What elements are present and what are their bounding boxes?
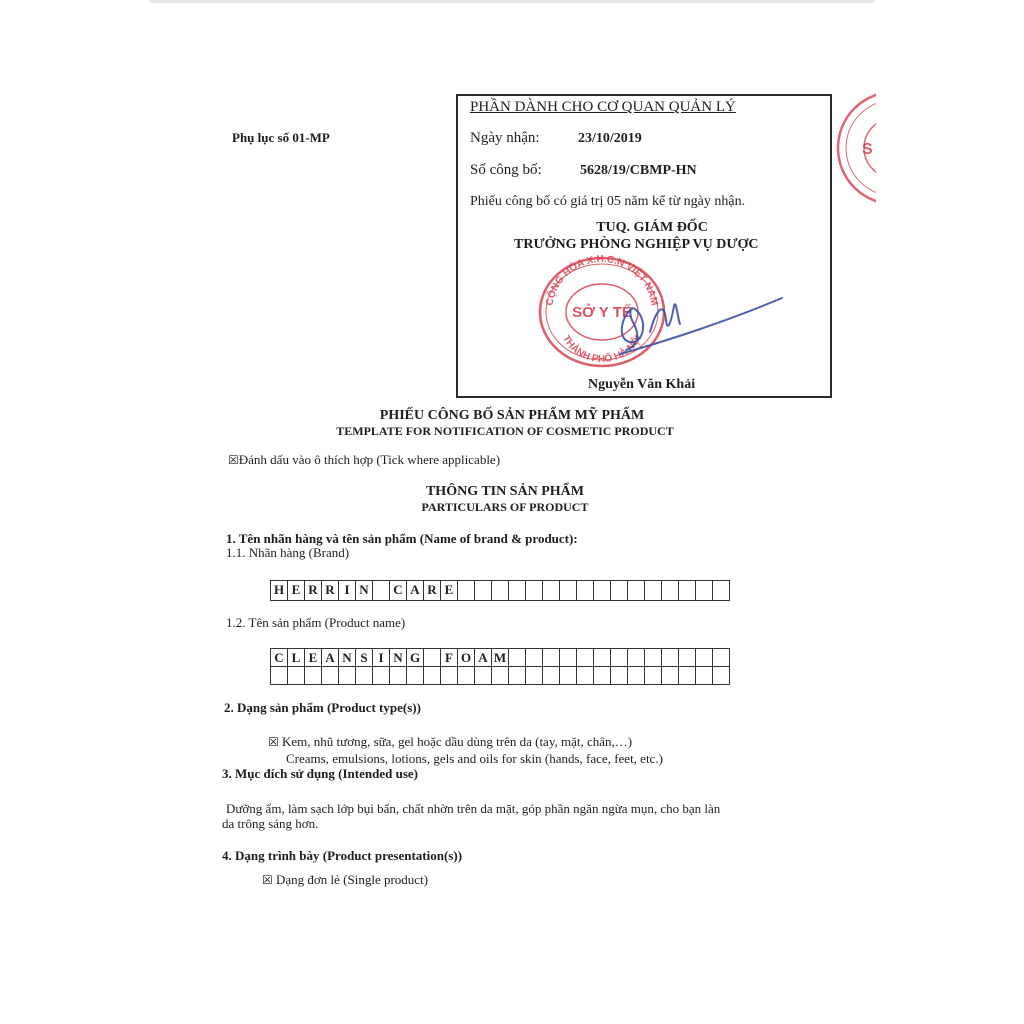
letter-cell [458, 581, 475, 601]
letter-cell [475, 581, 492, 601]
official-box-header: PHẦN DÀNH CHO CƠ QUAN QUẢN LÝ [470, 99, 736, 115]
letter-cell [713, 649, 730, 667]
letter-cell [577, 581, 594, 601]
letter-cell [373, 667, 390, 685]
letter-cell: N [356, 581, 373, 601]
letter-cell [696, 667, 713, 685]
letter-cell: I [339, 581, 356, 601]
section-4-heading: 4. Dạng trình bày (Product presentation(s)) [222, 848, 463, 863]
letter-cell [679, 649, 696, 667]
intended-use-line-1: Dưỡng ẩm, làm sạch lớp bụi bẩn, chất nhờn trên da mặt, góp phần ngăn ngừa mụn, cho bạn làn [226, 801, 721, 816]
letter-cell: R [424, 581, 441, 601]
letter-cell [288, 667, 305, 685]
stamp-ring-bottom-text: THÀNH PHỐ HÀ NỘI [559, 333, 645, 366]
letter-cell: H [271, 581, 288, 601]
letter-cell [645, 667, 662, 685]
letter-cell: N [339, 649, 356, 667]
letter-cell: F [441, 649, 458, 667]
letter-cell: E [441, 581, 458, 601]
letter-cell [679, 581, 696, 601]
letter-cell: E [288, 581, 305, 601]
letter-cell [492, 581, 509, 601]
letter-cell: S [356, 649, 373, 667]
letter-cell [543, 581, 560, 601]
letter-cell [645, 581, 662, 601]
presentation-option [262, 872, 428, 888]
letter-cell [356, 667, 373, 685]
letter-cell [424, 667, 441, 685]
letter-cell [611, 667, 628, 685]
letter-cell: L [288, 649, 305, 667]
letter-cell: I [373, 649, 390, 667]
section-1-heading: 1. Tên nhãn hàng và tên sản phẩm (Name of brand & product): [226, 531, 578, 546]
section-title-en: PARTICULARS OF PRODUCT [421, 500, 589, 514]
letter-cell [679, 667, 696, 685]
checked-box-icon: ☒ [228, 453, 239, 467]
letter-cell: N [390, 649, 407, 667]
letter-cell [628, 581, 645, 601]
stamp-center-text: SỞ Y TẾ [572, 304, 632, 321]
letter-cell: G [407, 649, 424, 667]
letter-cell [696, 649, 713, 667]
form-title-en: TEMPLATE FOR NOTIFICATION OF COSMETIC PRODUCT [336, 424, 674, 438]
letter-cell [373, 581, 390, 601]
letter-cell [713, 667, 730, 685]
letter-cell [322, 667, 339, 685]
svg-text:S: S [862, 141, 873, 158]
letter-cell [271, 667, 288, 685]
letter-cell: O [458, 649, 475, 667]
stamp-ring-top-text: CỘNG HÒA X.H.C.N VIỆT NAM [544, 254, 660, 307]
letter-cell: A [475, 649, 492, 667]
letter-cell [594, 667, 611, 685]
letter-cell: C [271, 649, 288, 667]
letter-cell [696, 581, 713, 601]
intended-use-line-2: da trông sáng hơn. [222, 816, 319, 831]
received-date-value: 23/10/2019 [578, 131, 642, 146]
appendix-label: Phụ lục số 01-MP [232, 130, 330, 145]
letter-cell [305, 667, 322, 685]
letter-cell [662, 667, 679, 685]
letter-cell [577, 649, 594, 667]
letter-cell: R [322, 581, 339, 601]
received-date-label: Ngày nhận: [470, 130, 540, 146]
letter-cell [509, 667, 526, 685]
sign-title-1: TUQ. GIÁM ĐỐC [596, 220, 708, 235]
letter-cell [594, 649, 611, 667]
notification-number-value: 5628/19/CBMP-HN [580, 163, 697, 178]
letter-cell [543, 667, 560, 685]
notification-number-label: Số công bố: [470, 162, 542, 178]
letter-cell [526, 581, 543, 601]
letter-cell [713, 581, 730, 601]
letter-cell: A [407, 581, 424, 601]
letter-cell [509, 649, 526, 667]
letter-cell [577, 667, 594, 685]
signer-name: Nguyễn Văn Khải [588, 377, 696, 392]
letter-cell [407, 667, 424, 685]
tick-note: Đánh dấu vào ô thích hợp (Tick where applicable) [238, 452, 501, 467]
signature [600, 280, 790, 370]
scan-edge [150, 0, 874, 3]
letter-cell [645, 649, 662, 667]
letter-cell [594, 581, 611, 601]
letter-cell [475, 667, 492, 685]
tick-note-row [228, 452, 500, 468]
letter-cell [662, 581, 679, 601]
letter-cell: M [492, 649, 509, 667]
form-title-vi: PHIẾU CÔNG BỐ SẢN PHẨM MỸ PHẨM [379, 408, 645, 423]
presentation-option-label: Dạng đơn lẻ (Single product) [276, 872, 429, 887]
validity-note: Phiếu công bố có giá trị 05 năm kể từ ngày nhận. [470, 194, 746, 209]
letter-cell [458, 667, 475, 685]
product-name-grid [270, 648, 730, 685]
checked-box-icon: ☒ [262, 873, 273, 887]
letter-cell [441, 667, 458, 685]
letter-cell [628, 667, 645, 685]
letter-cell [560, 581, 577, 601]
product-type-option [268, 734, 632, 750]
section-3-heading: 3. Mục đích sử dụng (Intended use) [222, 766, 418, 781]
letter-cell [611, 649, 628, 667]
checked-box-icon: ☒ [268, 735, 279, 749]
brand-label: 1.1. Nhãn hàng (Brand) [226, 545, 350, 560]
brand-grid [270, 580, 730, 601]
letter-cell: C [390, 581, 407, 601]
letter-cell [526, 667, 543, 685]
letter-cell [662, 649, 679, 667]
letter-cell [526, 649, 543, 667]
product-name-label: 1.2. Tên sản phẩm (Product name) [226, 615, 406, 630]
letter-cell [339, 667, 356, 685]
letter-cell [492, 667, 509, 685]
product-type-vi: Kem, nhũ tương, sữa, gel hoặc dầu dùng trên da (tay, mặt, chân,…) [282, 734, 633, 749]
product-type-en: Creams, emulsions, lotions, gels and oils for skin (hands, face, feet, etc.) [286, 751, 663, 766]
letter-cell [509, 581, 526, 601]
letter-cell [628, 649, 645, 667]
letter-cell: E [305, 649, 322, 667]
edge-stamp [832, 88, 876, 208]
letter-cell [390, 667, 407, 685]
section-2-heading: 2. Dạng sản phẩm (Product type(s)) [224, 700, 421, 715]
letter-cell: R [305, 581, 322, 601]
letter-cell: A [322, 649, 339, 667]
letter-cell [560, 649, 577, 667]
letter-cell [543, 649, 560, 667]
letter-cell [560, 667, 577, 685]
letter-cell [611, 581, 628, 601]
section-title-vi: THÔNG TIN SẢN PHẨM [425, 484, 585, 499]
sign-title-2: TRƯỞNG PHÒNG NGHIỆP VỤ DƯỢC [514, 237, 759, 252]
letter-cell [424, 649, 441, 667]
